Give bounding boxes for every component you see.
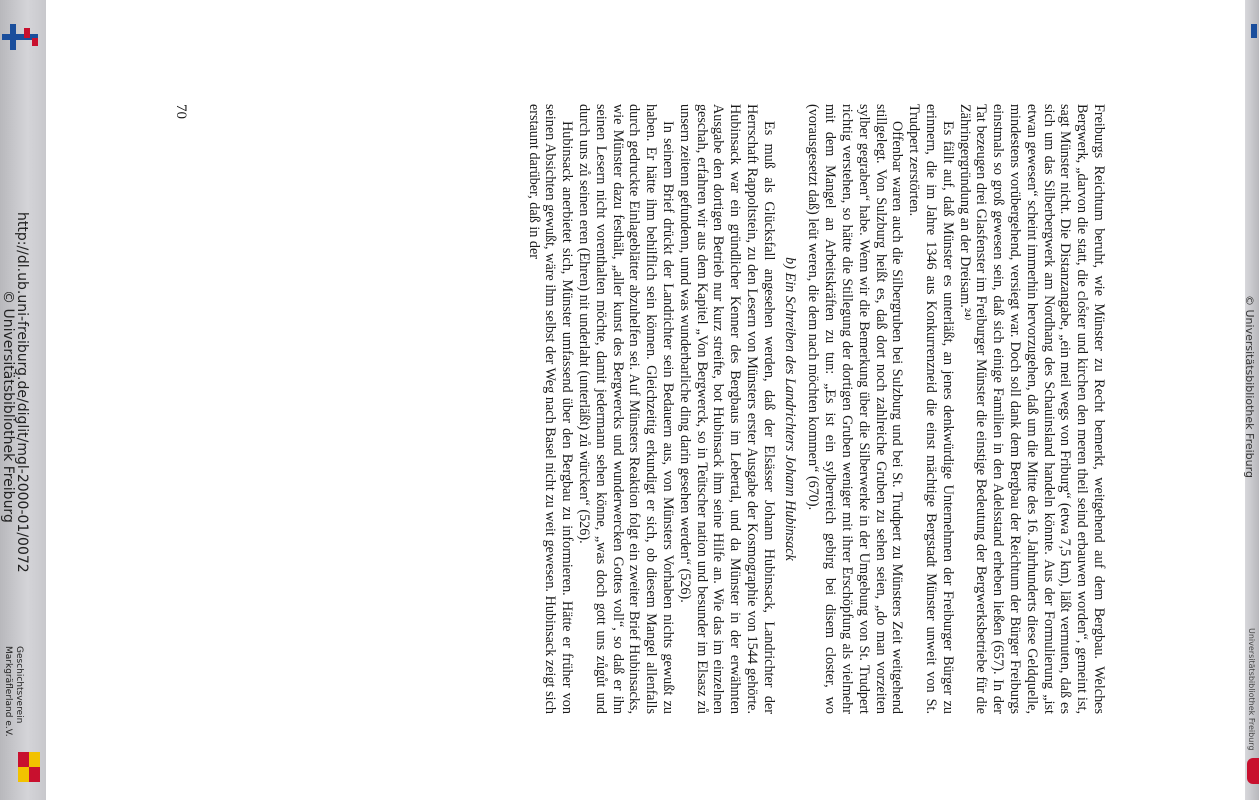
source-url[interactable]: http://dl.ub.uni-freiburg.de/diglit/mgl-2000-01/0072	[14, 212, 30, 573]
right-margin-label: Universitätsbibliothek Freiburg	[1247, 628, 1256, 751]
copyright-notice: © Universitätsbibliothek Freiburg	[0, 290, 16, 523]
paragraph: In seinem Brief drückt der Landrichter sein Bedauern aus, von Münsters Vorhaben nichts gewußt zu haben. Er hätte ihm behilflich sein können. Gleichzeitig erkundigt er sich, ob diesem Mangel allenfalls durch gedruckte Einlageblätter abzuhelfen sei. Auf Münsters Reaktion folgt ein zweiter Brief Hubinsacks, wie Münster dazu festhält, „aller kunst des Bergwercks und wunderwercken Gottes voll“, so daß er ihn seinen Lesern nicht vorenthalten möchte, damit jedermann sehen könne, „was doch gott uns zůgůt und durch uns zů seinen eren (Ehren) nit underlaht (unterläßt) zů würcken“ (526).	[576, 104, 677, 714]
paragraph: Freiburgs Reichtum beruht, wie Münster zu Recht bemerkt, weitgehend auf dem Bergbau. Welches Bergwerk, „darvon die statt, die clo̊ster und kirchen den meren theil seind erbauwen worden“, gemeint ist, sagt Münster nicht. Die Distanzangabe, „ein meil wegs von Friburg“ (etwa 7,5 km), läßt vermuten, daß es sich um das Silberbergwerk am Nordhang des Schauinsland handeln könnte. Aus der Formulierung „ist etwan gewesen“ scheint immerhin hervorzugehen, daß um die Mitte des 16. Jahrhunderts diese Geldquelle, mindestens vorübergehend, versiegt war. Doch soll dank dem Bergbau der Reichtum der Bürger Freiburgs einstmals so groß gewesen sein, daß sich einige Familien in den Adelsstand erheben ließen (657). In der Tat bezeugen drei Glasfenster im Freiburger Münster die einstige Bedeutung der Bergwerksbetriebe für die Zähringergründung an der Dreisam.²⁴⁾	[956, 104, 1107, 714]
section-heading: b) Ein Schreiben des Landrichters Johann Hubinsack	[781, 257, 798, 561]
publisher-name: Geschichtsverein	[14, 646, 24, 724]
library-logo-icon[interactable]	[2, 20, 38, 54]
right-logo-icon	[1251, 24, 1257, 38]
page-number: 70	[173, 104, 189, 119]
right-copyright-notice: © Universitätsbibliothek Freiburg	[1243, 295, 1256, 478]
right-badge-icon	[1247, 758, 1259, 784]
publisher-name-line2: Markgräflerland e.V.	[3, 646, 13, 737]
paragraph: Es fällt auf, daß Münster es unterläßt, an jenes denkwürdige Unternehmen der Freiburger Bürger zu erinnern, die im Jahre 1346 aus Konkurrenzneid die einst mächtige Bergstadt Münster unweit von St. Trudpert zerstörten.	[906, 104, 956, 714]
page-body	[525, 104, 1107, 714]
paragraph: Hubinsack anerbietet sich, Münster umfassend über den Bergbau zu informieren. Hätte er früher von seinen Absichten gewußt, wäre ihm selbst der Weg nach Basel nicht zu weit gewesen. Hubinsack zeigt sich erstaunt darüber, daß in der	[525, 104, 576, 714]
paragraph: Offenbar waren auch die Silbergruben bei Sulzburg und bei St. Trudpert zu Münsters Zeit weitgehend stillgelegt. Von Sulzburg heißt es, daß dort noch zahlreiche Gruben zu sehen seien, „do man vorzeiten sylber gegraben“ habe. Wenn wir die Bemerkung über die Silberwerke in der Umgebung von St. Trudpert richtig verstehen, so hätte die Stillegung der dortigen Gruben weniger mit ihrer Erschöpfung als vielmehr mit dem Mangel an Arbeitskräften zu tun: „Es ist ein sylberreich gebirg bei disem closter, wo (vorausgesetzt daß) leüt weren, die dem nach möchten kommen“ (670).	[805, 104, 906, 714]
paragraph: Es muß als Glücksfall angesehen werden, daß der Elsässer Johann Hubinsack, Landrichter der Herrschaft Rappoltstein, zu den Lesern von Münsters erster Ausgabe der Kosmographie von 1544 gehörte. Hubinsack war ein gründlicher Kenner des Bergbaus im Lebertal, und da Münster in der erwähnten Ausgabe den dortigen Betrieb nur kurz streifte, bot Hubinsack ihm seine Hilfe an. Wie das im einzelnen geschah, erfahren wir aus dem Kapitel „Von Bergwerck, so in Teütscher nation und besunder im Elsasz zů unsern zeitenn gefundenn, unnd was wunderbarliche ding darin gesehen werden“ (526).	[676, 104, 777, 714]
crest-icon	[18, 752, 40, 782]
